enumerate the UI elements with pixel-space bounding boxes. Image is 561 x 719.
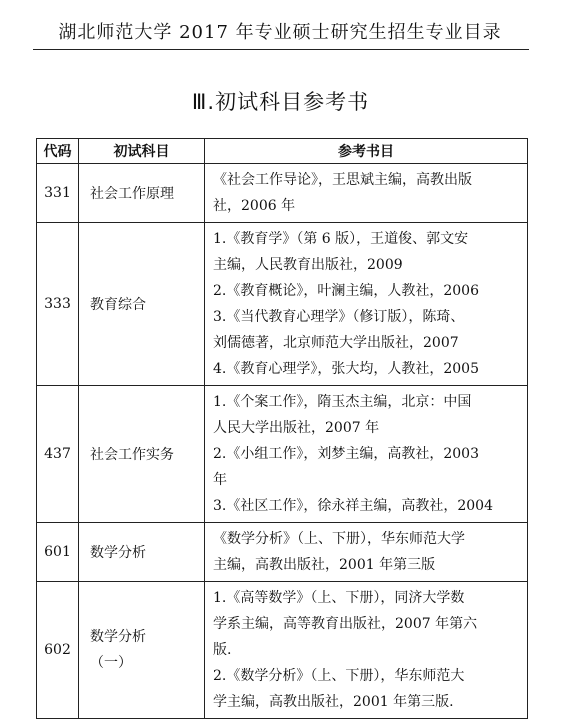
- course-subject-suffix: （一）: [90, 655, 132, 671]
- column-header-books: 参考书目: [205, 139, 528, 164]
- table-row: [37, 386, 528, 523]
- table-row: [37, 164, 528, 223]
- book-line: 版.: [213, 642, 232, 658]
- book-line: 《数学分析》（上、下册），华东师范大学: [213, 531, 465, 547]
- book-line: 2.《教育概论》，叶澜主编，人教社，2006: [213, 283, 479, 299]
- course-code: 333: [37, 223, 79, 386]
- reference-books: [205, 164, 528, 223]
- book-line: 2.《小组工作》，刘梦主编，高教社，2003: [213, 446, 479, 462]
- table-row: [37, 582, 528, 719]
- table-header-row: [37, 139, 528, 164]
- section-title: Ⅲ.初试科目参考书: [191, 90, 370, 114]
- reference-books: [205, 582, 528, 719]
- book-line: 主编，高教出版社，2001 年第三版: [213, 557, 436, 573]
- book-line: 刘儒德著，北京师范大学出版社，2007: [213, 335, 459, 351]
- page-header-title: 湖北师范大学 2017 年专业硕士研究生招生专业目录: [58, 22, 502, 43]
- course-subject: [79, 582, 205, 719]
- reference-books-table: [36, 138, 528, 719]
- reference-books: [205, 386, 528, 523]
- column-header-subject: 初试科目: [79, 139, 205, 164]
- book-line: 学系主编，高等教育出版社，2007 年第六: [213, 616, 478, 632]
- book-line: 1.《个案工作》，隋玉杰主编，北京：中国: [213, 394, 472, 410]
- course-code: 331: [37, 164, 79, 223]
- header-divider: [33, 49, 529, 50]
- course-subject: 社会工作实务: [79, 386, 205, 523]
- reference-books: [205, 523, 528, 582]
- book-line: 4.《教育心理学》，张大均，人教社，2005: [213, 361, 479, 377]
- book-line: 1.《高等数学》（上、下册），同济大学数: [213, 590, 465, 606]
- course-code: 602: [37, 582, 79, 719]
- book-line: 2.《数学分析》（上、下册），华东师范大: [213, 668, 465, 684]
- course-subject: 教育综合: [79, 223, 205, 386]
- reference-books: [205, 223, 528, 386]
- table-row: [37, 223, 528, 386]
- book-line: 《社会工作导论》，王思斌主编，高教出版: [213, 172, 472, 188]
- course-subject: 社会工作原理: [79, 164, 205, 223]
- course-subject-line: 数学分析: [90, 629, 146, 645]
- book-line: 人民大学出版社，2007 年: [213, 420, 380, 436]
- book-line: 3.《社区工作》，徐永祥主编，高教社，2004: [213, 498, 493, 514]
- course-code: 601: [37, 523, 79, 582]
- course-code: 437: [37, 386, 79, 523]
- column-header-code: 代码: [37, 139, 79, 164]
- book-line: 社，2006 年: [213, 198, 296, 214]
- table-row: [37, 523, 528, 582]
- book-line: 学主编，高教出版社，2001 年第三版.: [213, 694, 454, 710]
- book-line: 1.《教育学》（第 6 版），王道俊、郭文安: [213, 231, 469, 247]
- course-subject: 数学分析: [79, 523, 205, 582]
- book-line: 3.《当代教育心理学》（修订版），陈琦、: [213, 309, 465, 325]
- book-line: 年: [213, 472, 227, 488]
- book-line: 主编，人民教育出版社，2009: [213, 257, 403, 273]
